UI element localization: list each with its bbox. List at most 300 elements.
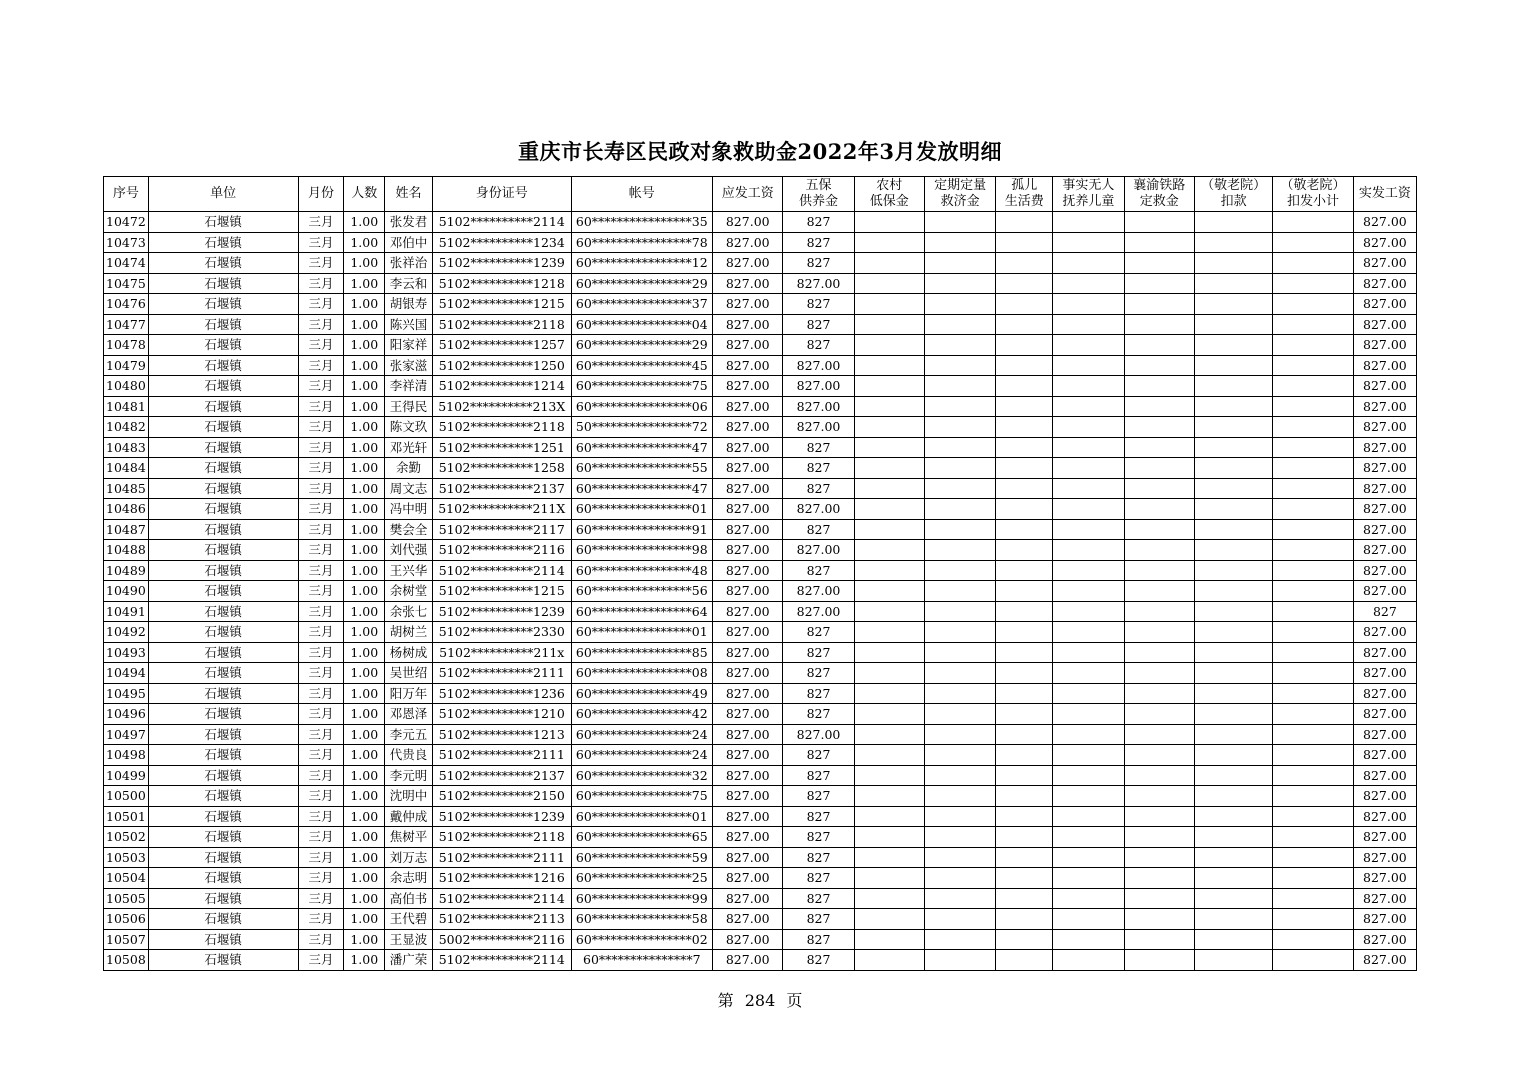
table-cell: 1.00 [344, 929, 385, 950]
table-cell: 5102**********2118 [432, 827, 571, 848]
table-row [104, 704, 1417, 725]
table-cell: 三月 [298, 253, 344, 274]
table-cell [996, 314, 1053, 335]
table-cell: 60****************32 [571, 765, 713, 786]
table-cell: 1.00 [344, 909, 385, 930]
table-cell: 邓光轩 [385, 437, 433, 458]
table-cell [1194, 458, 1272, 479]
table-cell [1124, 601, 1194, 622]
table-cell: 827.00 [783, 355, 854, 376]
table-cell: 10501 [104, 806, 149, 827]
table-cell [996, 396, 1053, 417]
table-cell: 石堰镇 [148, 704, 298, 725]
table-cell [1194, 786, 1272, 807]
table-cell: 10496 [104, 704, 149, 725]
table-cell [1124, 560, 1194, 581]
table-cell: 石堰镇 [148, 806, 298, 827]
table-row [104, 642, 1417, 663]
table-cell: 827.00 [1353, 847, 1416, 868]
table-row [104, 847, 1417, 868]
table-cell: 60****************01 [571, 622, 713, 643]
table-cell: 5102**********211x [432, 642, 571, 663]
table-cell: 三月 [298, 396, 344, 417]
table-cell: 827.00 [1353, 622, 1416, 643]
table-cell [1194, 704, 1272, 725]
table-cell: 827.00 [1353, 294, 1416, 315]
table-cell [1273, 888, 1353, 909]
table-cell: 60****************47 [571, 478, 713, 499]
table-cell: 张家滋 [385, 355, 433, 376]
table-cell [1053, 704, 1124, 725]
table-cell [1124, 581, 1194, 602]
table-cell [1124, 294, 1194, 315]
table-cell: 60****************12 [571, 253, 713, 274]
table-cell: 刘万志 [385, 847, 433, 868]
table-cell [996, 294, 1053, 315]
table-cell: 石堰镇 [148, 294, 298, 315]
table-cell: 827.00 [713, 724, 783, 745]
table-cell: 827.00 [1353, 273, 1416, 294]
table-cell [1124, 642, 1194, 663]
table-cell [1273, 335, 1353, 356]
payment-table [103, 176, 1417, 971]
column-header-line1: （敬老院） [1201, 178, 1267, 193]
table-cell: 827.00 [713, 868, 783, 889]
table-cell: 10487 [104, 519, 149, 540]
table-cell: 余张七 [385, 601, 433, 622]
table-cell: 827.00 [1353, 355, 1416, 376]
table-cell: 827 [783, 806, 854, 827]
table-cell: 827.00 [1353, 663, 1416, 684]
table-cell: 10481 [104, 396, 149, 417]
table-row [104, 499, 1417, 520]
table-cell [1053, 868, 1124, 889]
table-cell [1273, 376, 1353, 397]
table-cell [854, 560, 924, 581]
table-cell: 827.00 [713, 355, 783, 376]
table-cell: 827 [783, 888, 854, 909]
table-cell: 三月 [298, 683, 344, 704]
table-cell: 三月 [298, 724, 344, 745]
table-cell [1053, 724, 1124, 745]
table-cell: 王得民 [385, 396, 433, 417]
table-cell: 王显波 [385, 929, 433, 950]
table-row [104, 806, 1417, 827]
table-cell [1194, 335, 1272, 356]
column-header-line2: 供养金 [799, 194, 839, 209]
table-cell: 邓伯中 [385, 232, 433, 253]
table-cell [854, 642, 924, 663]
table-cell: 827 [783, 765, 854, 786]
table-cell [996, 950, 1053, 971]
table-cell: 5102**********211X [432, 499, 571, 520]
table-cell: 三月 [298, 622, 344, 643]
table-cell [1053, 888, 1124, 909]
table-row [104, 909, 1417, 930]
table-cell: 1.00 [344, 622, 385, 643]
table-cell [996, 253, 1053, 274]
table-cell [1273, 519, 1353, 540]
table-row [104, 417, 1417, 438]
table-cell [1194, 581, 1272, 602]
table-cell: 827.00 [1353, 929, 1416, 950]
table-cell [996, 622, 1053, 643]
table-cell: 827.00 [713, 622, 783, 643]
table-cell [996, 212, 1053, 233]
table-cell [924, 950, 995, 971]
table-cell [924, 294, 995, 315]
table-cell: 石堰镇 [148, 478, 298, 499]
table-row [104, 458, 1417, 479]
table-cell [854, 888, 924, 909]
table-cell [996, 458, 1053, 479]
table-cell: 5102**********1213 [432, 724, 571, 745]
column-header [385, 177, 433, 212]
table-cell [1194, 273, 1272, 294]
table-cell [1053, 560, 1124, 581]
table-cell [1273, 806, 1353, 827]
table-cell: 石堰镇 [148, 929, 298, 950]
table-cell: 李祥清 [385, 376, 433, 397]
table-cell [924, 888, 995, 909]
table-cell [1124, 212, 1194, 233]
table-cell [1124, 458, 1194, 479]
table-cell [1273, 601, 1353, 622]
table-cell [1194, 724, 1272, 745]
table-cell: 1.00 [344, 683, 385, 704]
table-cell: 827.00 [713, 642, 783, 663]
table-cell [1124, 437, 1194, 458]
table-cell: 三月 [298, 478, 344, 499]
table-cell: 5102**********1210 [432, 704, 571, 725]
table-cell: 827 [783, 929, 854, 950]
table-cell [854, 499, 924, 520]
table-cell: 827.00 [713, 704, 783, 725]
table-cell: 827.00 [1353, 376, 1416, 397]
table-cell: 三月 [298, 458, 344, 479]
table-cell: 1.00 [344, 478, 385, 499]
table-row [104, 376, 1417, 397]
table-cell: 王兴华 [385, 560, 433, 581]
table-cell: 三月 [298, 273, 344, 294]
table-cell: 1.00 [344, 704, 385, 725]
table-cell [1273, 314, 1353, 335]
table-cell: 10472 [104, 212, 149, 233]
table-cell: 827.00 [1353, 560, 1416, 581]
table-cell [1194, 622, 1272, 643]
table-cell [996, 847, 1053, 868]
table-cell: 10504 [104, 868, 149, 889]
table-cell: 60****************25 [571, 868, 713, 889]
table-cell [996, 745, 1053, 766]
table-cell: 827.00 [1353, 212, 1416, 233]
table-row [104, 724, 1417, 745]
table-cell: 1.00 [344, 868, 385, 889]
table-cell [854, 683, 924, 704]
table-cell [1053, 929, 1124, 950]
table-cell: 阳家祥 [385, 335, 433, 356]
table-cell: 827 [783, 232, 854, 253]
table-cell: 60****************06 [571, 396, 713, 417]
table-cell: 三月 [298, 376, 344, 397]
table-cell [854, 437, 924, 458]
table-cell: 827 [783, 683, 854, 704]
table-cell: 石堰镇 [148, 786, 298, 807]
table-cell [996, 273, 1053, 294]
table-cell [1194, 499, 1272, 520]
table-cell [996, 929, 1053, 950]
table-cell: 827.00 [1353, 724, 1416, 745]
table-cell: 10482 [104, 417, 149, 438]
table-cell: 827 [783, 745, 854, 766]
table-cell: 高伯书 [385, 888, 433, 909]
table-cell: 5102**********1234 [432, 232, 571, 253]
table-cell: 石堰镇 [148, 765, 298, 786]
table-cell: 三月 [298, 519, 344, 540]
column-header-line1: 五保 [805, 178, 832, 193]
table-cell: 827.00 [1353, 683, 1416, 704]
table-cell: 1.00 [344, 294, 385, 315]
table-cell: 5102**********1239 [432, 806, 571, 827]
table-cell: 60****************56 [571, 581, 713, 602]
table-cell: 827.00 [1353, 868, 1416, 889]
table-cell [1194, 806, 1272, 827]
table-cell: 60****************24 [571, 724, 713, 745]
table-cell: 5102**********1239 [432, 253, 571, 274]
column-header-line1: 农村 [876, 178, 903, 193]
table-cell: 1.00 [344, 888, 385, 909]
table-cell [854, 950, 924, 971]
table-cell: 827.00 [1353, 642, 1416, 663]
column-header [571, 177, 713, 212]
table-cell [996, 499, 1053, 520]
table-cell: 5102**********2137 [432, 765, 571, 786]
table-cell [996, 765, 1053, 786]
table-cell [996, 232, 1053, 253]
table-cell [854, 806, 924, 827]
table-cell: 5102**********1257 [432, 335, 571, 356]
table-cell: 827 [783, 950, 854, 971]
table-cell: 827.00 [783, 499, 854, 520]
column-header-line1: 事实无人 [1062, 178, 1115, 193]
table-cell [854, 663, 924, 684]
table-cell: 827.00 [713, 765, 783, 786]
table-cell [1053, 642, 1124, 663]
table-cell [996, 581, 1053, 602]
column-header [1273, 177, 1353, 212]
table-cell: 陈兴国 [385, 314, 433, 335]
table-cell: 60****************01 [571, 806, 713, 827]
table-cell: 827.00 [713, 847, 783, 868]
table-cell [1273, 929, 1353, 950]
table-cell [924, 929, 995, 950]
table-row [104, 868, 1417, 889]
table-row [104, 253, 1417, 274]
table-cell: 5102**********2330 [432, 622, 571, 643]
table-cell: 827.00 [713, 253, 783, 274]
table-cell: 石堰镇 [148, 601, 298, 622]
table-cell: 5102**********1258 [432, 458, 571, 479]
table-cell [1273, 396, 1353, 417]
table-cell [1053, 663, 1124, 684]
table-cell [1273, 745, 1353, 766]
table-cell [996, 827, 1053, 848]
table-cell: 827 [783, 294, 854, 315]
table-row [104, 355, 1417, 376]
table-cell: 石堰镇 [148, 888, 298, 909]
table-cell [1273, 642, 1353, 663]
table-cell [1194, 745, 1272, 766]
table-cell [1053, 396, 1124, 417]
table-cell: 1.00 [344, 806, 385, 827]
table-cell: 60****************75 [571, 786, 713, 807]
table-cell [1194, 314, 1272, 335]
table-cell: 5102**********2114 [432, 212, 571, 233]
table-cell [1124, 663, 1194, 684]
table-cell: 5102**********1215 [432, 294, 571, 315]
table-cell [924, 212, 995, 233]
table-cell: 1.00 [344, 786, 385, 807]
table-cell [996, 376, 1053, 397]
table-cell: 827 [783, 314, 854, 335]
table-cell: 周文志 [385, 478, 433, 499]
table-cell: 10489 [104, 560, 149, 581]
table-cell: 石堰镇 [148, 622, 298, 643]
table-cell: 827.00 [713, 601, 783, 622]
table-cell: 余志明 [385, 868, 433, 889]
table-cell: 60****************24 [571, 745, 713, 766]
table-cell: 樊会全 [385, 519, 433, 540]
column-header [1353, 177, 1416, 212]
table-cell [854, 376, 924, 397]
table-cell: 827.00 [1353, 909, 1416, 930]
table-cell: 三月 [298, 540, 344, 561]
table-cell: 1.00 [344, 950, 385, 971]
table-cell: 三月 [298, 212, 344, 233]
table-cell: 1.00 [344, 827, 385, 848]
table-cell: 60****************45 [571, 355, 713, 376]
table-cell: 60****************48 [571, 560, 713, 581]
table-cell [924, 868, 995, 889]
table-cell: 60***************7 [571, 950, 713, 971]
column-header-line1: 帐号 [628, 186, 655, 201]
table-cell [1194, 376, 1272, 397]
table-cell: 5102**********2137 [432, 478, 571, 499]
table-cell [1273, 950, 1353, 971]
table-cell: 三月 [298, 888, 344, 909]
document-title: 重庆市长寿区民政对象救助金2022年3月发放明细 [517, 139, 1003, 164]
table-cell [996, 888, 1053, 909]
table-cell [924, 827, 995, 848]
table-cell: 三月 [298, 355, 344, 376]
table-cell: 827.00 [1353, 827, 1416, 848]
column-header-line1: 序号 [112, 186, 139, 201]
table-cell: 60****************99 [571, 888, 713, 909]
table-cell: 827 [783, 253, 854, 274]
table-row [104, 294, 1417, 315]
table-cell: 827.00 [783, 540, 854, 561]
table-cell [924, 663, 995, 684]
column-header [432, 177, 571, 212]
column-header-line2: 救济金 [940, 194, 980, 209]
table-cell [1124, 314, 1194, 335]
table-cell: 余勤 [385, 458, 433, 479]
table-cell: 5102**********213X [432, 396, 571, 417]
table-cell: 石堰镇 [148, 437, 298, 458]
table-cell: 10494 [104, 663, 149, 684]
table-cell [1273, 294, 1353, 315]
table-cell [1124, 909, 1194, 930]
table-cell: 827.00 [1353, 232, 1416, 253]
table-cell: 5102**********1218 [432, 273, 571, 294]
table-cell: 827.00 [1353, 786, 1416, 807]
table-cell [854, 929, 924, 950]
table-cell [1053, 314, 1124, 335]
table-cell: 三月 [298, 847, 344, 868]
column-header-line2: 抚养儿童 [1062, 194, 1115, 209]
table-cell [1053, 683, 1124, 704]
table-cell [924, 314, 995, 335]
table-cell [1273, 253, 1353, 274]
table-cell: 827.00 [713, 540, 783, 561]
table-cell: 1.00 [344, 499, 385, 520]
table-cell: 60****************01 [571, 499, 713, 520]
table-cell [996, 704, 1053, 725]
table-row [104, 745, 1417, 766]
table-cell: 陈文玖 [385, 417, 433, 438]
table-cell: 827.00 [713, 212, 783, 233]
table-cell: 10493 [104, 642, 149, 663]
table-cell: 827.00 [713, 827, 783, 848]
table-cell: 5102**********1215 [432, 581, 571, 602]
table-row [104, 540, 1417, 561]
table-cell [1124, 888, 1194, 909]
table-cell: 1.00 [344, 458, 385, 479]
table-row [104, 950, 1417, 971]
column-header-line2: 生活费 [1004, 194, 1044, 209]
table-cell: 10479 [104, 355, 149, 376]
table-cell [1194, 888, 1272, 909]
table-cell: 827.00 [1353, 581, 1416, 602]
table-row [104, 396, 1417, 417]
table-cell: 三月 [298, 437, 344, 458]
table-cell: 石堰镇 [148, 355, 298, 376]
table-row [104, 519, 1417, 540]
table-cell: 石堰镇 [148, 212, 298, 233]
table-cell [996, 417, 1053, 438]
table-cell: 10486 [104, 499, 149, 520]
table-cell [854, 724, 924, 745]
table-cell [996, 478, 1053, 499]
table-cell: 827.00 [1353, 806, 1416, 827]
table-cell: 827.00 [1353, 888, 1416, 909]
table-cell: 10476 [104, 294, 149, 315]
column-header-line2: 扣发小计 [1287, 194, 1340, 209]
table-cell: 10492 [104, 622, 149, 643]
table-cell: 李云和 [385, 273, 433, 294]
table-cell [1194, 868, 1272, 889]
table-cell [1194, 355, 1272, 376]
table-cell [996, 724, 1053, 745]
table-cell [924, 355, 995, 376]
table-cell: 827.00 [713, 683, 783, 704]
table-cell [854, 396, 924, 417]
table-cell [1194, 642, 1272, 663]
table-cell: 60****************58 [571, 909, 713, 930]
table-cell: 5102**********2111 [432, 847, 571, 868]
table-cell [1194, 950, 1272, 971]
table-cell: 10499 [104, 765, 149, 786]
